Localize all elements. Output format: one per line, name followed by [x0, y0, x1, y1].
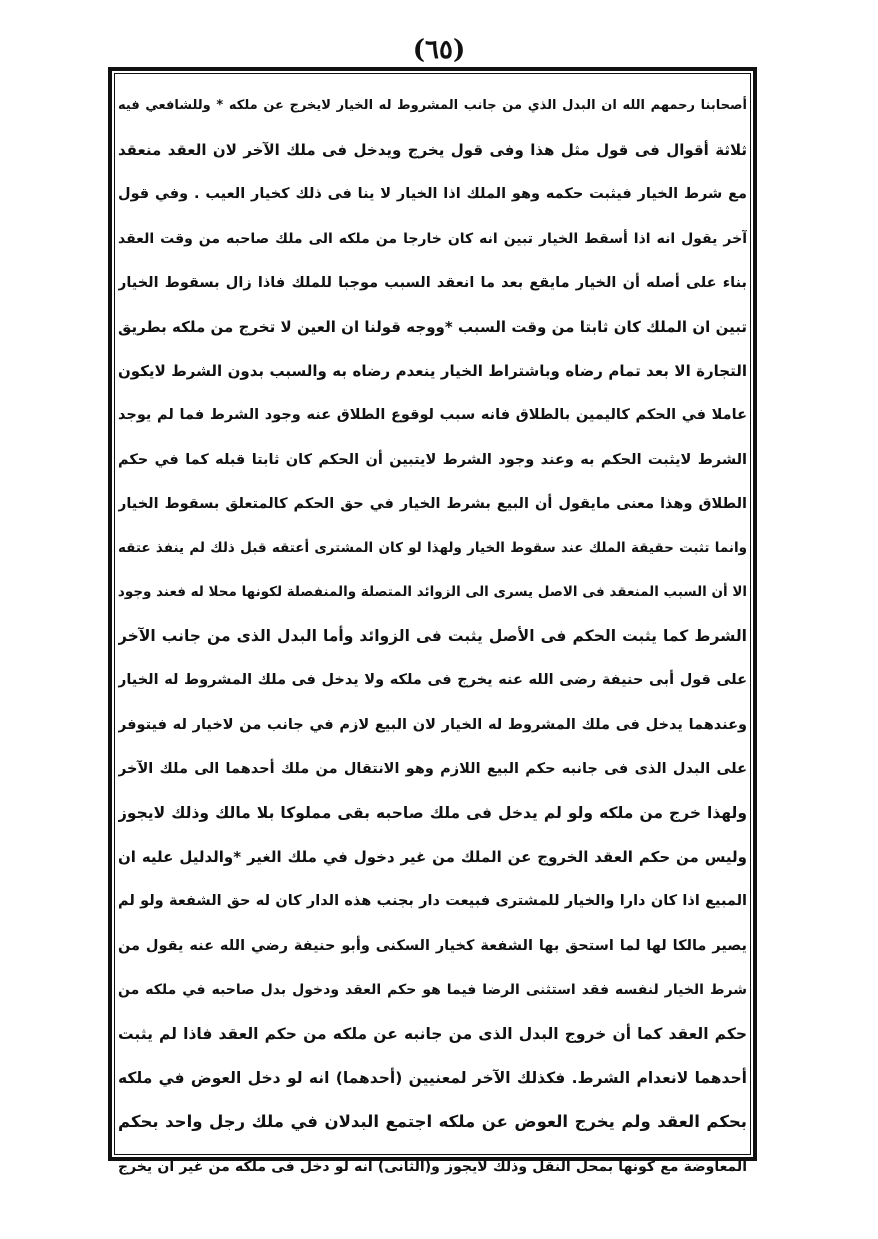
text-line: المبيع اذا كان دارا والخيار للمشترى فبيعت دار بجنب هذه الدار كان له حق الشفعة ولو لم [118, 893, 747, 910]
text-line: التجارة الا بعد تمام رضاه وباشتراط الخيار ينعدم رضاه به والسبب بدون الشرط لايكون [118, 362, 747, 381]
text-line: شرط الخيار لنفسه فقد استثنى الرضا فيما هو حكم العقد ودخول بدل صاحبه في ملكه من [118, 981, 747, 998]
page-number: (٦٥) [412, 35, 466, 65]
text-line: تبين ان الملك كان ثابتا من وقت السبب *ووجه قولنا ان العين لا تخرج من ملكه بطريق [118, 317, 747, 336]
text-line: ولهذا خرج من ملكه ولو لم يدخل فى ملك صاحبه بقى مملوكا بلا مالك وذلك لايجوز [118, 804, 747, 822]
text-line: وانما تثبت حقيقة الملك عند سقوط الخيار ولهذا لو كان المشترى أعتقه قبل ذلك لم ينفذ عتقه [118, 539, 747, 556]
main-text [118, 84, 747, 1189]
text-line: المعاوضة مع كونها بمحل النقل وذلك لايجوز و(الثانى) انه لو دخل فى ملكه من غير أن يخرج [118, 1158, 747, 1175]
text-line: يصير مالكا لها لما استحق بها الشفعة كخيار السكنى وأبو حنيفة رضي الله عنه يقول من [118, 937, 747, 954]
text-line: حكم العقد كما أن خروج البدل الذى من جانبه عن ملكه من حكم العقد فاذا لم يثبت [118, 1024, 747, 1043]
text-line: بحكم العقد ولم يخرج العوض عن ملكه اجتمع البدلان في ملك رجل واحد بحكم [118, 1112, 747, 1132]
text-line: على قول أبى حنيفة رضى الله عنه يخرج فى ملكه ولا يدخل فى ملك المشروط له الخيار [118, 672, 747, 689]
text-line: مع شرط الخيار فيثبت حكمه وهو الملك اذا الخيار لا ينا فى ذلك كخيار العيب . وفي قول [118, 186, 747, 203]
text-line: عاملا في الحكم كاليمين بالطلاق فانه سبب لوقوع الطلاق عنه وجود الشرط فما لم يوجد [118, 407, 747, 424]
text-line: أحدهما لانعدام الشرط. فكذلك الآخر لمعنيين (أحدهما) انه لو دخل العوض في ملكه [118, 1069, 747, 1088]
text-line: وليس من حكم العقد الخروج عن الملك من غير دخول في ملك الغير *والدليل عليه ان [118, 848, 747, 867]
text-line: على البدل الذى فى جانبه حكم البيع اللازم وهو الانتقال من ملك أحدهما الى ملك الآخر [118, 760, 747, 777]
text-line: الا أن السبب المنعقد فى الاصل يسرى الى الزوائد المتصلة والمنفصلة لكونها محلا له فعند وجود [118, 584, 747, 601]
text-line: آخر يقول انه اذا أسقط الخيار تبين انه كان خارجا من ملكه الى ملك صاحبه من وقت العقد [118, 230, 747, 247]
text-line: الطلاق وهذا معنى مايقول أن البيع بشرط الخيار في حق الحكم كالمتعلق بسقوط الخيار [118, 495, 747, 512]
text-line: بناء على أصله أن الخيار مايقع بعد ما انعقد السبب موجبا للملك فاذا زال بسقوط الخيار [118, 274, 747, 291]
text-line: ثلاثة أقوال فى قول مثل هذا وفى قول يخرج ويدخل فى ملك الآخر لان العقد منعقد [118, 141, 747, 160]
text-line: وعندهما يدخل فى ملك المشروط له الخيار لان البيع لازم في جانب من لاخيار له فيتوفر [118, 716, 747, 733]
text-line: أصحابنا رحمهم الله ان البدل الذي من جانب المشروط له الخيار لايخرج عن ملكه * وللشافعي فيه [118, 98, 747, 113]
text-line: الشرط كما يثبت الحكم فى الأصل يثبت فى الزوائد وأما البدل الذى من جانب الآخر [118, 627, 747, 646]
text-line: الشرط لايثبت الحكم به وعند وجود الشرط لايتبين أن الحكم كان ثابتا قبله كما في حكم [118, 451, 747, 468]
